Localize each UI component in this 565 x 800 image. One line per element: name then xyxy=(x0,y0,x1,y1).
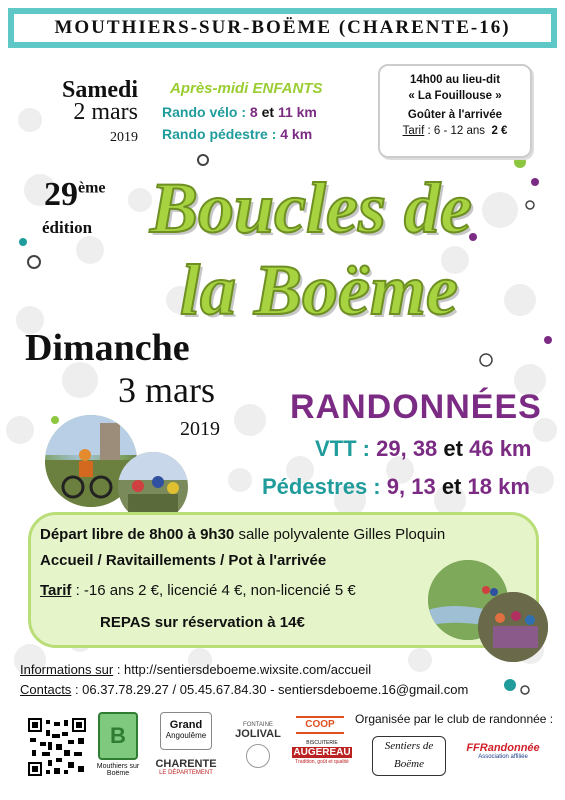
edition-number xyxy=(44,176,106,214)
info-tarif-text: : 6 - 12 ans xyxy=(427,125,486,137)
repas-line: REPAS sur réservation à 14€ xyxy=(100,614,305,631)
pedestres-last: 18 km xyxy=(467,474,530,499)
depart-time: Départ libre de 8h00 à 9h30 xyxy=(40,526,235,543)
pedestres-values: 9, 13 xyxy=(386,474,436,499)
jolival-emblem xyxy=(246,744,270,768)
footer-contacts-label: Contacts xyxy=(20,682,72,697)
pedestres-label: Pédestres : xyxy=(262,474,381,499)
kids-velo-line xyxy=(162,104,317,120)
depart-line1 xyxy=(40,526,445,543)
velo-and: et xyxy=(261,104,275,120)
walkers-photo xyxy=(478,592,548,662)
depart-tarif-label: Tarif xyxy=(40,582,72,599)
sunday-date: 3 mars xyxy=(118,370,215,410)
header-title: MOUTHIERS-SUR-BOËME (CHARENTE-16) xyxy=(14,14,551,42)
pedestre-value: 4 km xyxy=(280,126,313,142)
kids-info-box xyxy=(378,64,532,158)
saturday-date: 2 mars xyxy=(73,99,138,125)
pedestre-label: Rando pédestre : xyxy=(162,126,277,142)
sentiers-logo: Sentiers de Boëme xyxy=(372,736,446,776)
edition-word: édition xyxy=(42,218,93,237)
vtt-and: et xyxy=(443,436,463,461)
charente-logo xyxy=(150,758,222,776)
charente-label: CHARENTE xyxy=(155,758,217,770)
ffr-logo xyxy=(458,742,548,760)
vtt-label: VTT : xyxy=(315,436,370,461)
velo-label: Rando vélo : xyxy=(162,104,247,120)
vtt-last: 46 km xyxy=(469,436,532,461)
velo-b: 11 km xyxy=(277,104,317,120)
depart-tarif-text: : -16 ans 2 €, licencié 4 €, non-licencié 5 € xyxy=(75,582,356,599)
sunday-day: Dimanche xyxy=(25,327,190,369)
augereau-top: BISCUITERIE xyxy=(306,740,338,746)
vtt-values: 29, 38 xyxy=(376,436,438,461)
footer-info xyxy=(20,662,371,677)
pedestres-line xyxy=(262,474,530,500)
kids-pedestre-line xyxy=(162,126,312,142)
walkers-photo-art xyxy=(478,592,548,662)
kids-heading: Après-midi ENFANTS xyxy=(170,80,323,97)
grand-label: Grand xyxy=(169,719,203,731)
departement-label: LE DÉPARTEMENT xyxy=(159,770,213,776)
footer-info-url[interactable]: : http://sentiersdeboeme.wixsite.com/accueil xyxy=(116,662,372,677)
coop-logo: COOP xyxy=(296,716,344,734)
info-tarif-price: 2 € xyxy=(491,125,508,137)
footer-contacts-text: : 06.37.78.29.27 / 05.45.67.84.30 - sentiersdeboeme.16@gmail.com xyxy=(74,682,469,697)
ffr-sub: Association affiliée xyxy=(478,754,528,760)
augereau-sub: Tradition, goût et qualité xyxy=(295,759,349,765)
edition-number-value: 29 xyxy=(44,176,78,213)
jolival-label: JOLIVAL xyxy=(235,728,281,740)
vtt-line xyxy=(315,436,532,462)
info-place: « La Fouillouse » xyxy=(408,90,502,102)
footer-info-label: Informations sur xyxy=(20,662,114,677)
saturday-year: 2019 xyxy=(110,130,138,145)
info-snack: Goûter à l'arrivée xyxy=(407,109,503,121)
footer-contacts xyxy=(20,682,468,697)
info-tarif xyxy=(380,123,530,139)
qr-code xyxy=(28,718,86,776)
info-tarif-label: Tarif xyxy=(402,125,425,137)
jolival-top: FONTAINE xyxy=(243,722,273,728)
title-line1: Boucles de xyxy=(150,168,472,248)
organised-label: Organisée par le club de randonnée : xyxy=(355,712,554,726)
augereau-label: AUGEREAU xyxy=(293,747,351,758)
depart-line2: Accueil / Ravitaillements / Pot à l'arrivée xyxy=(40,552,327,569)
augereau-logo xyxy=(292,740,352,780)
angouleme-label: Angoulême xyxy=(165,731,207,740)
saturday-day: Samedi xyxy=(61,77,138,103)
sunday-year: 2019 xyxy=(180,418,220,440)
mouthiers-emblem: B xyxy=(98,712,138,760)
ffr-label: FFRandonnée xyxy=(466,742,540,754)
depart-place: salle polyvalente Gilles Ploquin xyxy=(238,526,446,543)
pedestres-and: et xyxy=(441,474,462,499)
title-line2: la Boëme xyxy=(180,250,458,330)
grand-angouleme-logo xyxy=(160,712,212,750)
jolival-logo xyxy=(228,722,288,768)
velo-a: 8 xyxy=(249,104,258,120)
info-time: 14h00 au lieu-dit xyxy=(409,74,501,86)
mouthiers-label: Mouthiers sur Boëme xyxy=(96,763,140,777)
edition-suffix: ème xyxy=(78,179,106,197)
randonnees-heading: RANDONNÉES xyxy=(290,388,542,426)
depart-tarif xyxy=(40,582,356,599)
mouthiers-logo xyxy=(96,712,140,782)
